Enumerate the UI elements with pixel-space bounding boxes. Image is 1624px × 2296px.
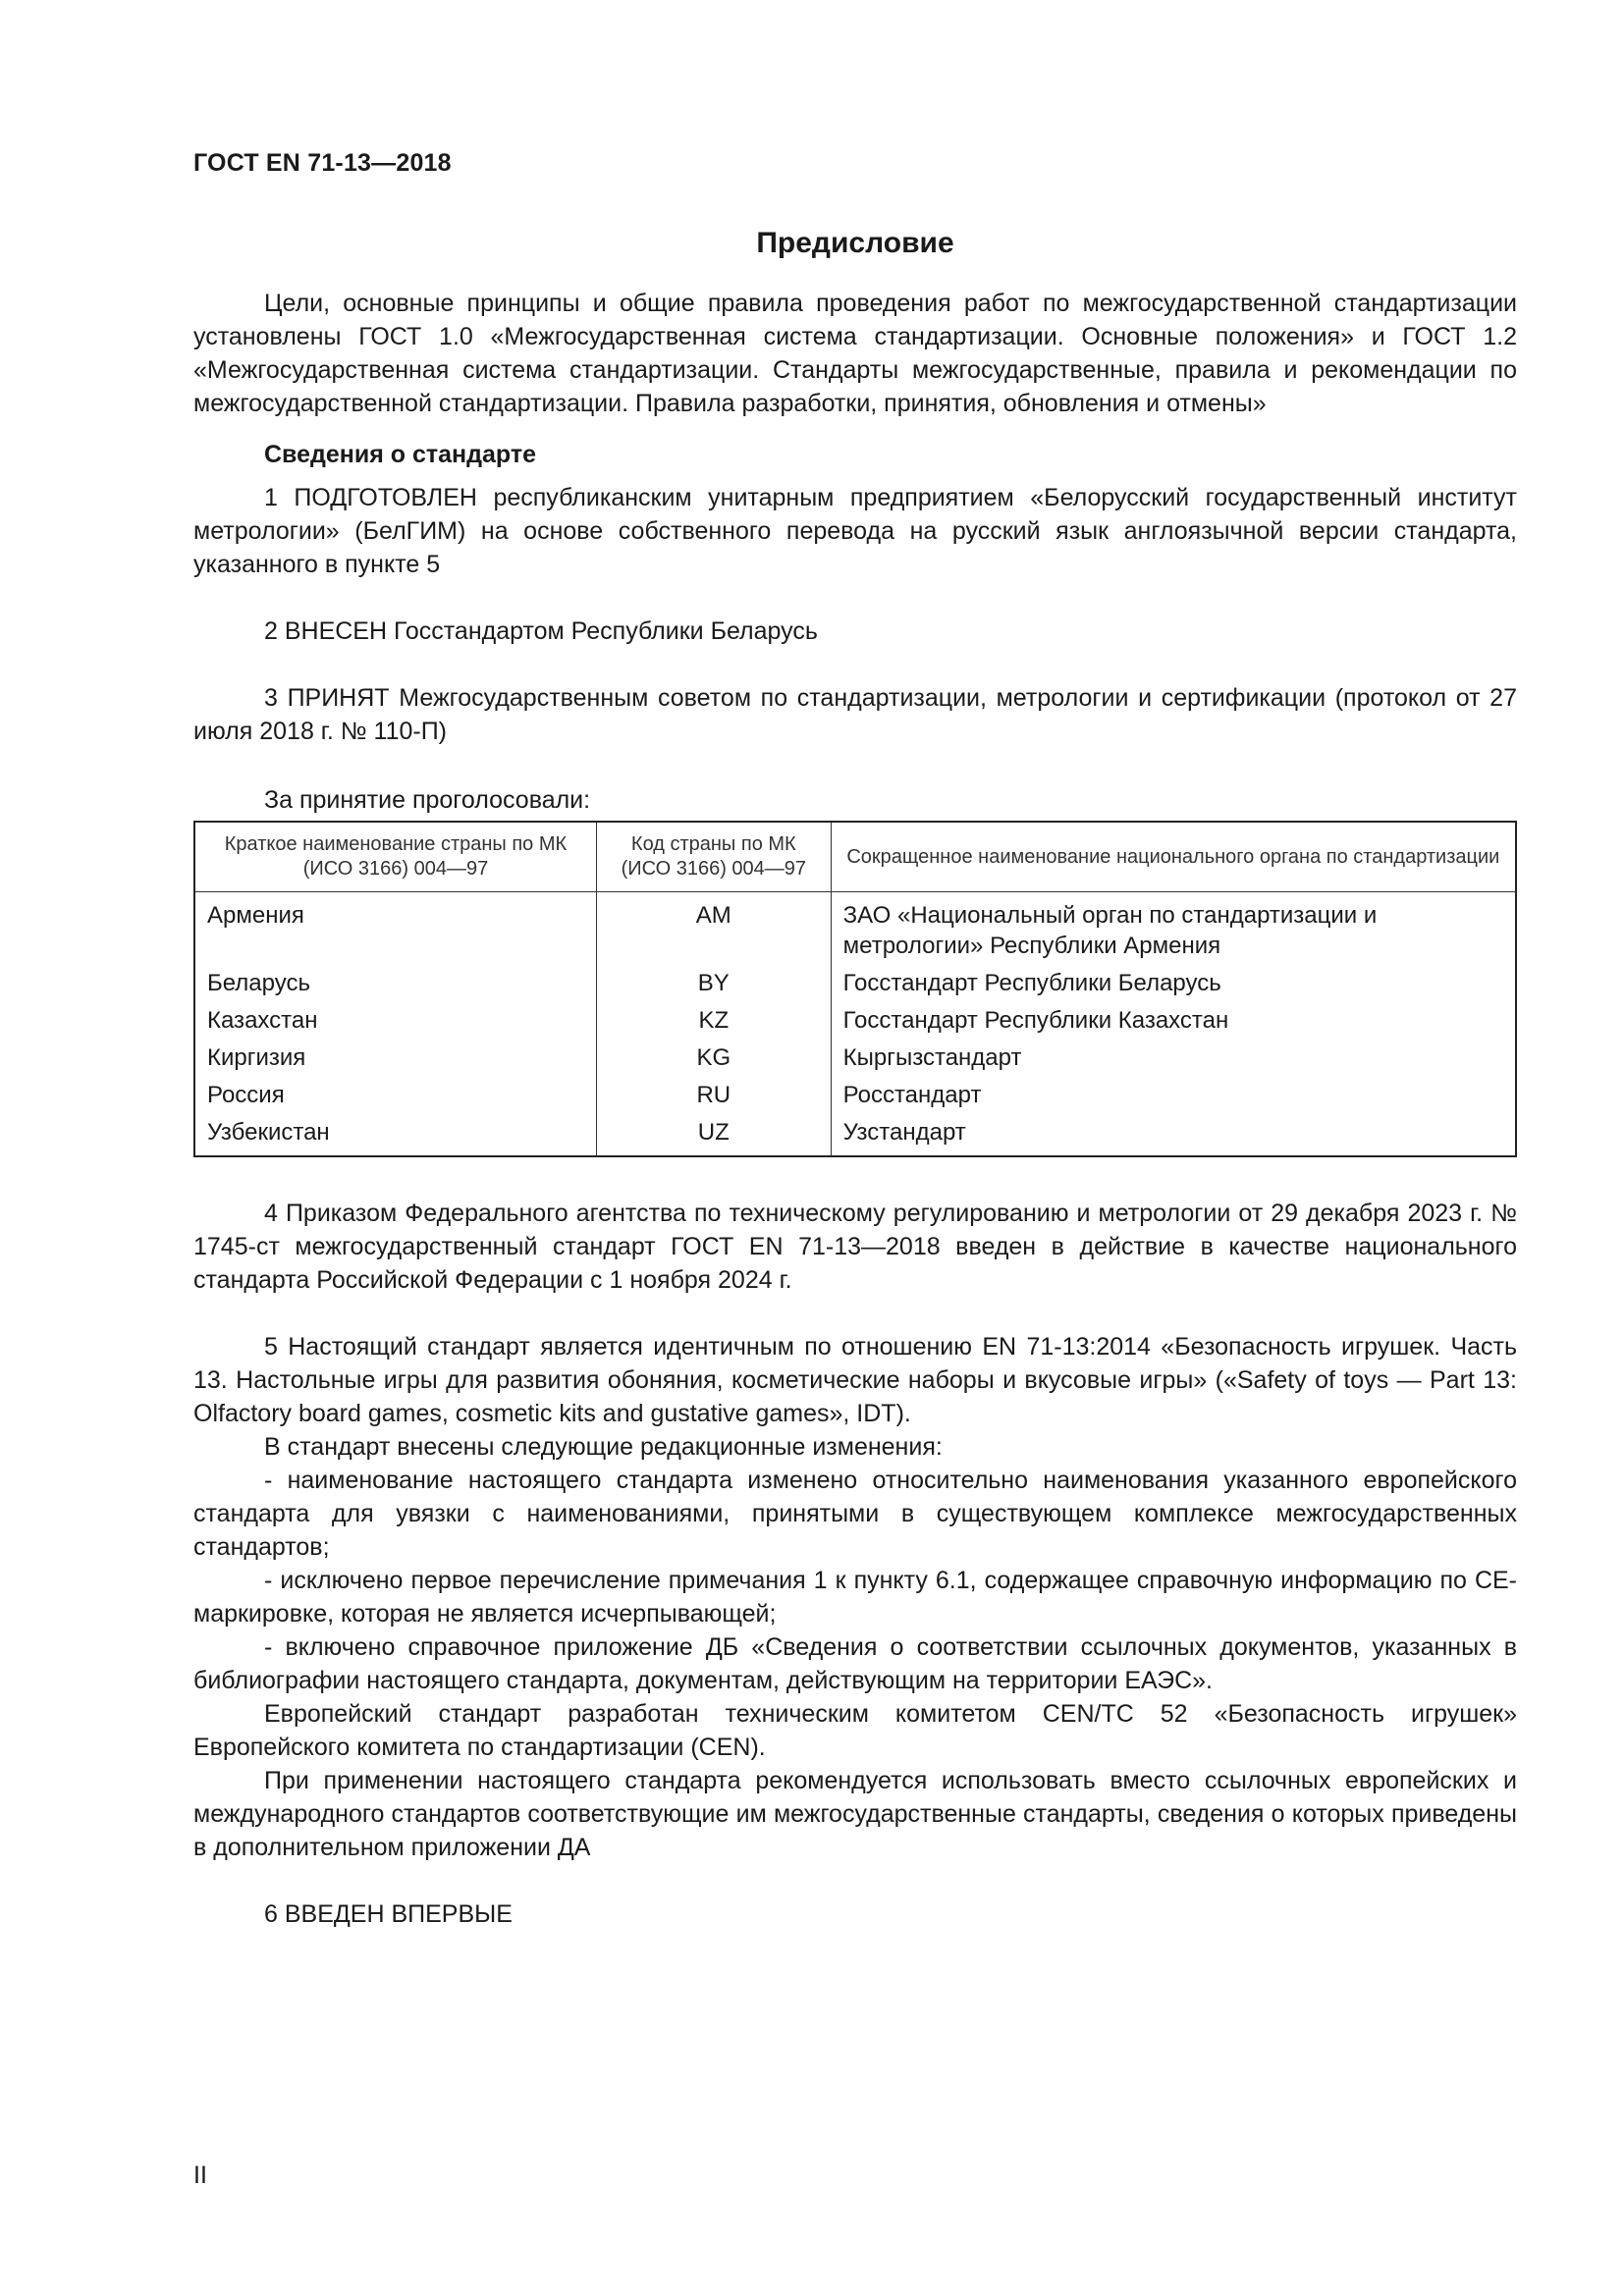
table-row (194, 1039, 1516, 1076)
cell-body: Росстандарт (831, 1076, 1516, 1113)
cell-country: Киргизия (194, 1039, 596, 1076)
cell-code: RU (596, 1076, 831, 1113)
item-5-identity: 5 Настоящий стандарт является идентичным по отношению EN 71-13:2014 «Безопасность игрушек. Часть 13. Настольные игры для развития обоняния, косметические наборы и вкусовые игры» («Safety of toys — Part 13: Olfactory board games, cosmetic kits and gustative games», IDT). (193, 1333, 1517, 1427)
header-country-code: Код страны по МК (ИСО 3166) 004—97 (596, 822, 831, 892)
usage-note: При применении настоящего стандарта рекомендуется использовать вместо ссылочных европейских и международного стандартов соответствующие им межгосударственные стандарты, сведения о которых приведены в дополнительном приложении ДА (193, 1767, 1517, 1861)
cell-country: Россия (194, 1076, 596, 1113)
table-row (194, 1001, 1516, 1039)
item-2-submitted: 2 ВНЕСЕН Госстандартом Республики Беларусь (264, 617, 818, 645)
header-country-name: Краткое наименование страны по МК (ИСО 3166) 004—97 (194, 822, 596, 892)
votes-table-header-row (194, 822, 1516, 892)
table-row (194, 1076, 1516, 1113)
cell-country: Казахстан (194, 1001, 596, 1039)
document-code-header: ГОСТ EN 71-13—2018 (193, 149, 452, 177)
cell-country: Армения (194, 892, 596, 965)
page-title: Предисловие (756, 227, 954, 259)
cell-body: Госстандарт Республики Казахстан (831, 1001, 1516, 1039)
votes-table (193, 821, 1517, 1157)
cell-code: BY (596, 964, 831, 1001)
cell-code: AM (596, 892, 831, 965)
cell-body: Узстандарт (831, 1113, 1516, 1156)
table-row (194, 964, 1516, 1001)
header-national-body: Сокращенное наименование национального органа по стандартизации (831, 822, 1516, 892)
intro-paragraph: Цели, основные принципы и общие правила проведения работ по межгосударственной стандартизации установлены ГОСТ 1.0 «Межгосударственная система стандартизации. Основные положения» и ГОСТ 1.2 «Межгосударственная система стандартизации. Стандарты межгосударственные, правила и рекомендации по межгосударственной стандартизации. Правила разработки, принятия, обновления и отмены» (193, 290, 1517, 417)
item-1-prepared: 1 ПОДГОТОВЛЕН республиканским унитарным предприятием «Белорусский государственный институт метрологии» (БелГИМ) на основе собственного перевода на русский язык англоязычной версии стандарта, указанного в пункте 5 (193, 484, 1517, 578)
cell-country: Беларусь (194, 964, 596, 1001)
cell-body: Кыргызстандарт (831, 1039, 1516, 1076)
cell-code: KG (596, 1039, 831, 1076)
section-subheading: Сведения о стандарте (264, 441, 537, 468)
cen-committee-note: Европейский стандарт разработан техническим комитетом CEN/TC 52 «Безопасность игрушек» Европейского комитета по стандартизации (CEN). (193, 1700, 1517, 1761)
page-number: II (193, 2162, 207, 2189)
cell-code: UZ (596, 1113, 831, 1156)
table-row (194, 1113, 1516, 1156)
cell-code: KZ (596, 1001, 831, 1039)
item-4-order: 4 Приказом Федерального агентства по техническому регулированию и метрологии от 29 декабря 2023 г. № 1745-ст межгосударственный стандарт ГОСТ EN 71-13—2018 введен в действие в качестве национального стандарта Российской Федерации с 1 ноября 2024 г. (193, 1200, 1517, 1294)
table-row (194, 892, 1516, 965)
cell-country: Узбекистан (194, 1113, 596, 1156)
votes-caption: За принятие проголосовали: (264, 786, 591, 814)
foreword-content (193, 224, 1517, 1931)
edits-intro: В стандарт внесены следующие редакционные изменения: (264, 1433, 943, 1461)
cell-body: ЗАО «Национальный орган по стандартизации и метрологии» Республики Армения (831, 892, 1516, 965)
edit-item-2: - исключено первое перечисление примечания 1 к пункту 6.1, содержащее справочную информацию по CE-маркировке, которая не является исчерпывающей; (193, 1567, 1517, 1628)
item-3-adopted: 3 ПРИНЯТ Межгосударственным советом по стандартизации, метрологии и сертификации (протокол от 27 июля 2018 г. № 110-П) (193, 684, 1517, 745)
cell-body: Госстандарт Республики Беларусь (831, 964, 1516, 1001)
edit-item-1: - наименование настоящего стандарта изменено относительно наименования указанного европейского стандарта для увязки с наименованиями, принятыми в существующем комплексе межгосударственных стандартов; (193, 1467, 1517, 1561)
item-6-introduced: 6 ВВЕДЕН ВПЕРВЫЕ (264, 1900, 513, 1928)
edit-item-3: - включено справочное приложение ДБ «Сведения о соответствии ссылочных документов, указанных в библиографии настоящего стандарта, документам, действующим на территории ЕАЭС». (193, 1633, 1517, 1694)
